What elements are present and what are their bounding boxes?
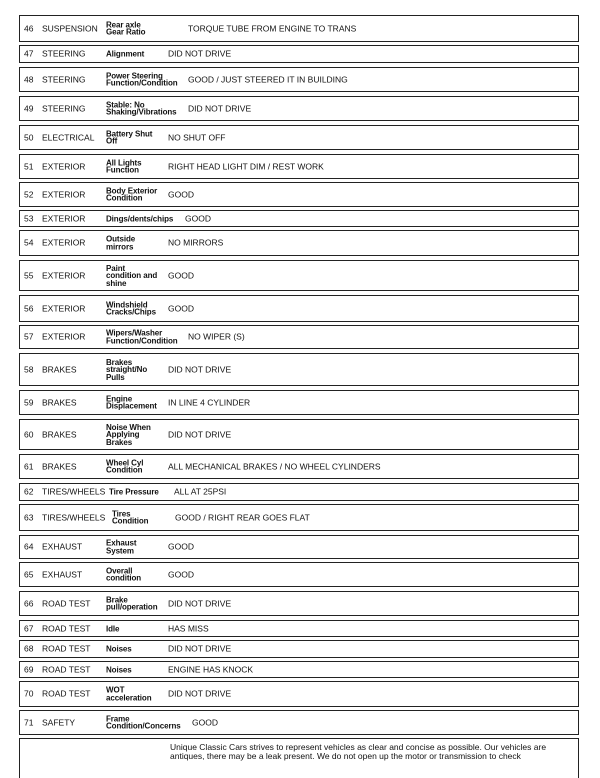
inspection-row [19, 125, 579, 150]
row-item: Wheel Cyl Condition [106, 458, 144, 475]
inspection-row [19, 562, 579, 587]
inspection-row [19, 45, 579, 63]
row-category: ROAD TEST [42, 688, 91, 699]
row-number: 53 [24, 213, 34, 223]
row-category: TIRES/WHEELS [42, 486, 106, 497]
row-value: NO SHUT OFF [168, 132, 226, 142]
row-value: RIGHT HEAD LIGHT DIM / REST WORK [168, 161, 324, 171]
row-value: DID NOT DRIVE [168, 48, 232, 59]
row-item: Alignment [106, 49, 145, 59]
row-category: EXTERIOR [42, 331, 86, 342]
row-item: Stable: No Shaking/Vibrations [106, 100, 177, 117]
row-value: DID NOT DRIVE [188, 103, 252, 113]
inspection-row [19, 535, 579, 559]
row-number: 62 [24, 486, 34, 497]
row-value: ALL AT 25PSI [174, 486, 227, 497]
inspection-row [19, 154, 579, 179]
row-category: STEERING [42, 74, 86, 84]
inspection-row [19, 15, 579, 42]
row-item: Exhaust System [106, 538, 137, 555]
row-number: 55 [24, 270, 34, 280]
disclaimer-line: Unique Classic Cars strives to represent vehicles as clear and concise as possible. Our vehicles are [170, 742, 547, 752]
row-item: Outside mirrors [106, 234, 136, 251]
row-number: 67 [24, 623, 34, 633]
row-item: WOT acceleration [106, 685, 152, 702]
row-number: 68 [24, 643, 34, 654]
inspection-row [19, 483, 579, 501]
row-category: EXHAUST [42, 541, 83, 552]
inspection-row [19, 295, 579, 322]
row-value: GOOD / RIGHT REAR GOES FLAT [175, 512, 310, 522]
row-category: EXHAUST [42, 569, 83, 579]
inspection-row [19, 710, 579, 735]
row-category: STEERING [42, 48, 86, 59]
inspection-row [19, 230, 579, 256]
inspection-row [19, 454, 579, 479]
row-value: GOOD [192, 717, 218, 727]
row-value: HAS MISS [168, 623, 209, 633]
row-item: Rear axle Gear Ratio [106, 20, 146, 37]
row-value: ALL MECHANICAL BRAKES / NO WHEEL CYLINDERS [168, 461, 381, 471]
row-value: DID NOT DRIVE [168, 598, 232, 608]
row-number: 54 [24, 237, 34, 248]
row-item: Noises [106, 664, 132, 674]
row-value: GOOD / JUST STEERED IT IN BUILDING [188, 74, 348, 84]
row-value: GOOD [168, 303, 194, 313]
row-item: Brakes straight/No Pulls [106, 357, 148, 382]
row-item: Power Steering Function/Condition [106, 71, 178, 88]
row-category: ROAD TEST [42, 598, 91, 608]
row-number: 71 [24, 717, 34, 727]
row-item: Noises [106, 644, 132, 654]
inspection-row [19, 182, 579, 207]
disclaimer-box [19, 738, 579, 778]
inspection-row [19, 640, 579, 658]
row-number: 65 [24, 569, 34, 579]
inspection-row [19, 591, 579, 616]
row-category: EXTERIOR [42, 189, 86, 199]
row-value: NO WIPER (S) [188, 331, 245, 342]
row-number: 61 [24, 461, 34, 471]
row-category: BRAKES [42, 364, 77, 374]
row-number: 70 [24, 688, 34, 699]
disclaimer-text [170, 743, 578, 761]
row-number: 66 [24, 598, 34, 608]
row-item: Wipers/Washer Function/Condition [106, 328, 178, 345]
row-number: 64 [24, 541, 34, 552]
row-value: DID NOT DRIVE [168, 429, 232, 439]
row-category: SUSPENSION [42, 23, 98, 33]
inspection-row [19, 353, 579, 386]
row-item: Idle [106, 623, 120, 633]
row-number: 50 [24, 132, 34, 142]
row-value: GOOD [168, 189, 194, 199]
row-item: Frame Condition/Concerns [106, 714, 181, 731]
row-item: Paint condition and shine [106, 263, 158, 288]
inspection-row [19, 504, 579, 531]
row-number: 58 [24, 364, 34, 374]
row-value: DID NOT DRIVE [168, 643, 232, 654]
row-number: 48 [24, 74, 34, 84]
inspection-row [19, 210, 579, 227]
row-value: GOOD [168, 541, 194, 552]
row-item: Tires Condition [112, 509, 149, 526]
row-item: Overall condition [106, 566, 142, 583]
row-number: 47 [24, 48, 34, 59]
row-number: 51 [24, 161, 34, 171]
row-category: ROAD TEST [42, 664, 91, 674]
row-number: 52 [24, 189, 34, 199]
row-value: ENGINE HAS KNOCK [168, 664, 254, 674]
row-item: Dings/dents/chips [106, 213, 174, 223]
inspection-row [19, 419, 579, 450]
row-item: Body Exterior Condition [106, 186, 158, 203]
row-value: GOOD [168, 270, 194, 280]
inspection-row [19, 325, 579, 349]
inspection-row [19, 67, 579, 92]
row-category: BRAKES [42, 461, 77, 471]
row-category: STEERING [42, 103, 86, 113]
inspection-row [19, 681, 579, 707]
row-number: 69 [24, 664, 34, 674]
row-category: BRAKES [42, 397, 77, 407]
row-value: IN LINE 4 CYLINDER [168, 397, 251, 407]
row-value: GOOD [185, 213, 211, 223]
inspection-row [19, 260, 579, 291]
inspection-row [19, 661, 579, 678]
row-value: NO MIRRORS [168, 237, 224, 248]
row-item: Tire Pressure [109, 487, 159, 497]
row-number: 49 [24, 103, 34, 113]
row-number: 56 [24, 303, 34, 313]
row-item: All Lights Function [106, 158, 142, 175]
row-number: 63 [24, 512, 34, 522]
row-item: Battery Shut Off [106, 129, 153, 146]
disclaimer-line: antiques, there may be a leak present. We do not open up the motor or transmission to check [170, 751, 521, 761]
row-category: ROAD TEST [42, 623, 91, 633]
row-category: BRAKES [42, 429, 77, 439]
row-value: GOOD [168, 569, 194, 579]
row-value: DID NOT DRIVE [168, 364, 232, 374]
row-value: DID NOT DRIVE [168, 688, 232, 699]
row-category: ELECTRICAL [42, 132, 95, 142]
row-number: 57 [24, 331, 34, 342]
row-category: EXTERIOR [42, 270, 86, 280]
row-category: TIRES/WHEELS [42, 512, 106, 522]
row-category: ROAD TEST [42, 643, 91, 654]
inspection-row [19, 96, 579, 121]
inspection-row [19, 390, 579, 415]
row-number: 59 [24, 397, 34, 407]
row-value: TORQUE TUBE FROM ENGINE TO TRANS [188, 23, 357, 33]
row-number: 60 [24, 429, 34, 439]
row-category: EXTERIOR [42, 161, 86, 171]
row-item: Noise When Applying Brakes [106, 422, 151, 447]
row-category: EXTERIOR [42, 237, 86, 248]
row-category: SAFETY [42, 717, 76, 727]
row-category: EXTERIOR [42, 213, 86, 223]
row-item: Windshield Cracks/Chips [106, 300, 156, 317]
row-category: EXTERIOR [42, 303, 86, 313]
row-item: Brake pull/operation [106, 595, 158, 612]
inspection-row [19, 620, 579, 637]
row-number: 46 [24, 23, 34, 33]
row-item: Engine Displacement [106, 394, 157, 411]
